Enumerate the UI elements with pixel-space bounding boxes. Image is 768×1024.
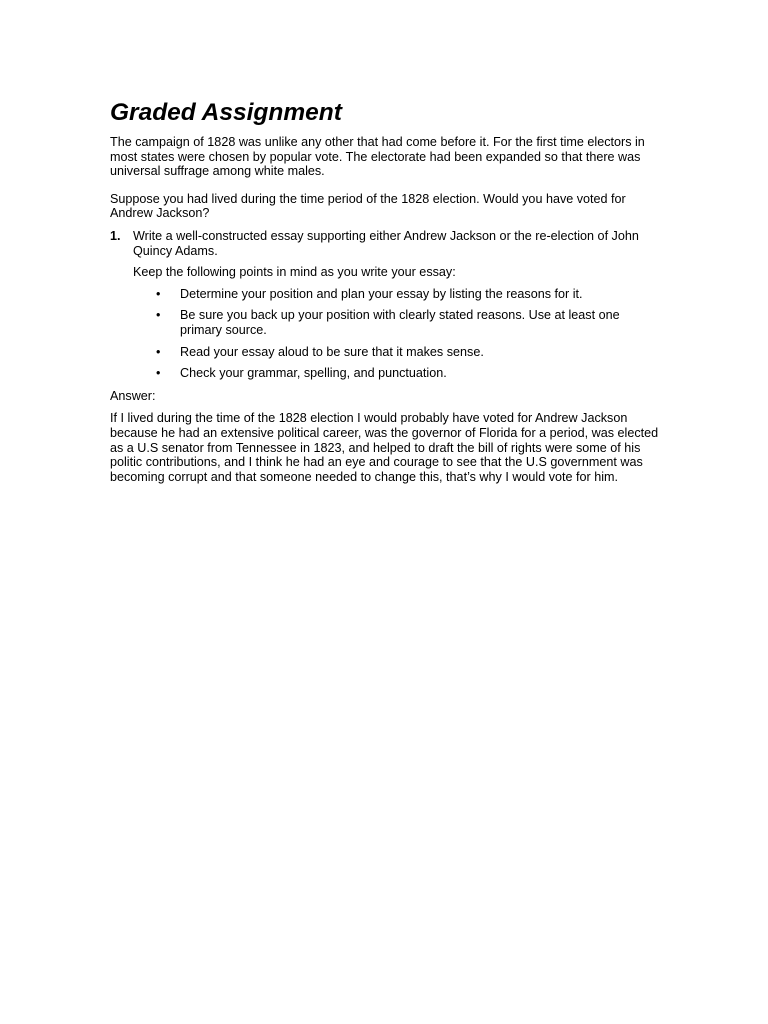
list-item bbox=[156, 344, 662, 360]
point-text: Check your grammar, spelling, and punctuation. bbox=[180, 366, 447, 381]
task-number: 1. bbox=[110, 228, 121, 243]
bullet-icon: • bbox=[156, 366, 161, 381]
document-page bbox=[110, 96, 662, 484]
task-item bbox=[110, 229, 662, 258]
intro-paragraph: The campaign of 1828 was unlike any other that had come before it. For the first time electors in most states were chosen by popular vote. The electorate had been expanded so that there was universal suffrage among white males. bbox=[110, 135, 645, 179]
list-item bbox=[156, 366, 662, 381]
answer-label: Answer: bbox=[110, 388, 156, 403]
bullet-icon: • bbox=[156, 308, 161, 323]
point-text: Determine your position and plan your essay by listing the reasons for it. bbox=[180, 286, 583, 301]
points-list bbox=[110, 287, 662, 381]
question-paragraph: Suppose you had lived during the time period of the 1828 election. Would you have voted for Andrew Jackson? bbox=[110, 191, 626, 221]
list-item bbox=[156, 308, 662, 337]
task-text: Write a well-constructed essay supporting either Andrew Jackson or the re-election of John Quincy Adams. bbox=[133, 228, 639, 258]
bullet-icon: • bbox=[156, 344, 161, 359]
list-item bbox=[156, 286, 662, 302]
point-text: Read your essay aloud to be sure that it makes sense. bbox=[180, 344, 484, 359]
answer-text: If I lived during the time of the 1828 election I would probably have voted for Andrew Jackson because he had an extensive political career, was the governor of Florida for a period, was elected as a U.S senator from Tennessee in 1823, and helped to draft the bill of rights were some of his politic contributions, and I think he had an eye and courage to see that the U.S government was becoming corrupt and that someone needed to change this, that’s why I would vote for him. bbox=[110, 411, 659, 484]
points-intro: Keep the following points in mind as you write your essay: bbox=[133, 265, 456, 280]
bullet-icon: • bbox=[156, 286, 161, 301]
page-title: Graded Assignment bbox=[110, 99, 342, 126]
point-text: Be sure you back up your position with clearly stated reasons. Use at least one primary source. bbox=[180, 308, 620, 337]
